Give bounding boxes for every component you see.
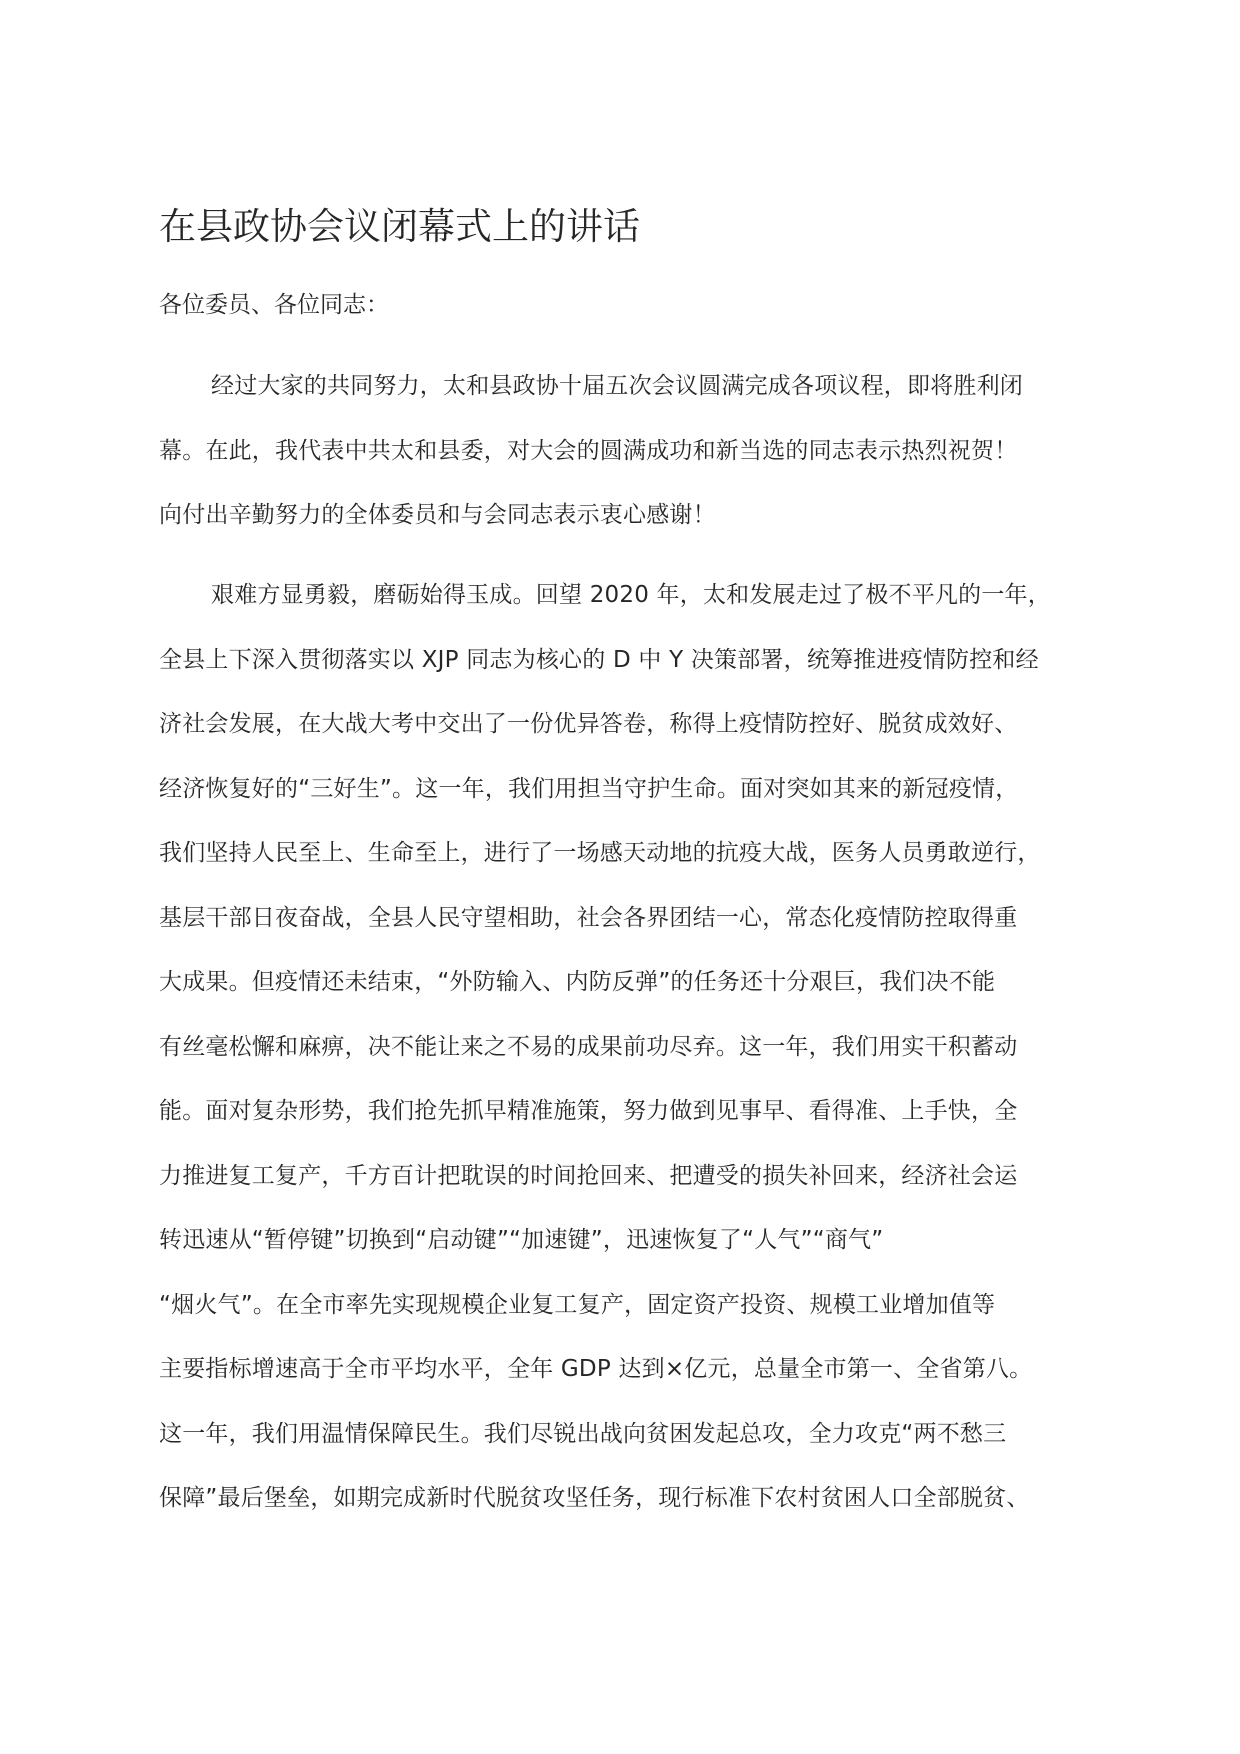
paragraph-line: 这一年，我们用温情保障民生。我们尽锐出战向贫困发起总攻，全力攻克“两不愁三 — [159, 1420, 1007, 1447]
paragraph-line: 大成果。但疫情还未结束，“外防输入、内防反弹”的任务还十分艰巨，我们决不能 — [159, 969, 996, 995]
paragraph-line: 幕。在此，我代表中共太和县委，对大会的圆满成功和新当选的同志表示热烈祝贺！ — [159, 437, 1018, 464]
paragraph-line: 经济恢复好的“三好生”。这一年，我们用担当守护生命。面对突如其来的新冠疫情， — [159, 775, 1019, 802]
paragraph — [159, 369, 1023, 563]
paragraph — [159, 578, 1051, 1546]
paragraph-line: “烟火气”。在全市率先实现规模企业复工复产，固定资产投资、规模工业增加值等 — [159, 1291, 996, 1318]
paragraph-line: 能。面对复杂形势，我们抢先抓早精准施策，努力做到见事早、看得准、上手快，全 — [159, 1098, 1018, 1124]
paragraph-line: 经过大家的共同努力，太和县政协十届五次会议圆满完成各项议程，即将胜利闭 — [211, 373, 1023, 399]
paragraph-line: 向付出辛勤努力的全体委员和与会同志表示衷心感谢！ — [159, 502, 716, 528]
paragraph-line: 保障”最后堡垒，如期完成新时代脱贫攻坚任务，现行标准下农村贫困人口全部脱贫、 — [159, 1485, 1030, 1511]
salutation: 各位委员、各位同志： — [159, 292, 389, 318]
paragraph-line: 我们坚持人民至上、生命至上，进行了一场感天动地的抗疫大战，医务人员勇敢逆行， — [159, 840, 1041, 866]
paragraph-line: 主要指标增速高于全市平均水平，全年 GDP 达到×亿元，总量全市第一、全省第八。 — [159, 1356, 1033, 1382]
paragraph-line: 全县上下深入贯彻落实以 XJP 同志为核心的 D 中 Y 决策部署，统筹推进疫情防控和经 — [159, 646, 1039, 673]
paragraph-line: 有丝毫松懈和麻痹，决不能让来之不易的成果前功尽弃。这一年，我们用实干积蓄动 — [159, 1033, 1018, 1060]
paragraph-line: 济社会发展，在大战大考中交出了一份优异答卷，称得上疫情防控好、脱贫成效好、 — [159, 711, 1018, 737]
paragraph-line: 基层干部日夜奋战，全县人民守望相助，社会各界团结一心，常态化疫情防控取得重 — [159, 904, 1018, 931]
paragraph-line: 力推进复工复产，千方百计把耽误的时间抢回来、把遭受的损失补回来，经济社会运 — [159, 1162, 1018, 1189]
page-title: 在县政协会议闭幕式上的讲话 — [159, 205, 640, 248]
paragraph-line: 转迅速从“暂停键”切换到“启动键”“加速键”，迅速恢复了“人气”“商气” — [159, 1227, 884, 1253]
paragraph-line: 艰难方显勇毅，磨砺始得玉成。回望 2020 年，太和发展走过了极不平凡的一年， — [211, 582, 1051, 608]
